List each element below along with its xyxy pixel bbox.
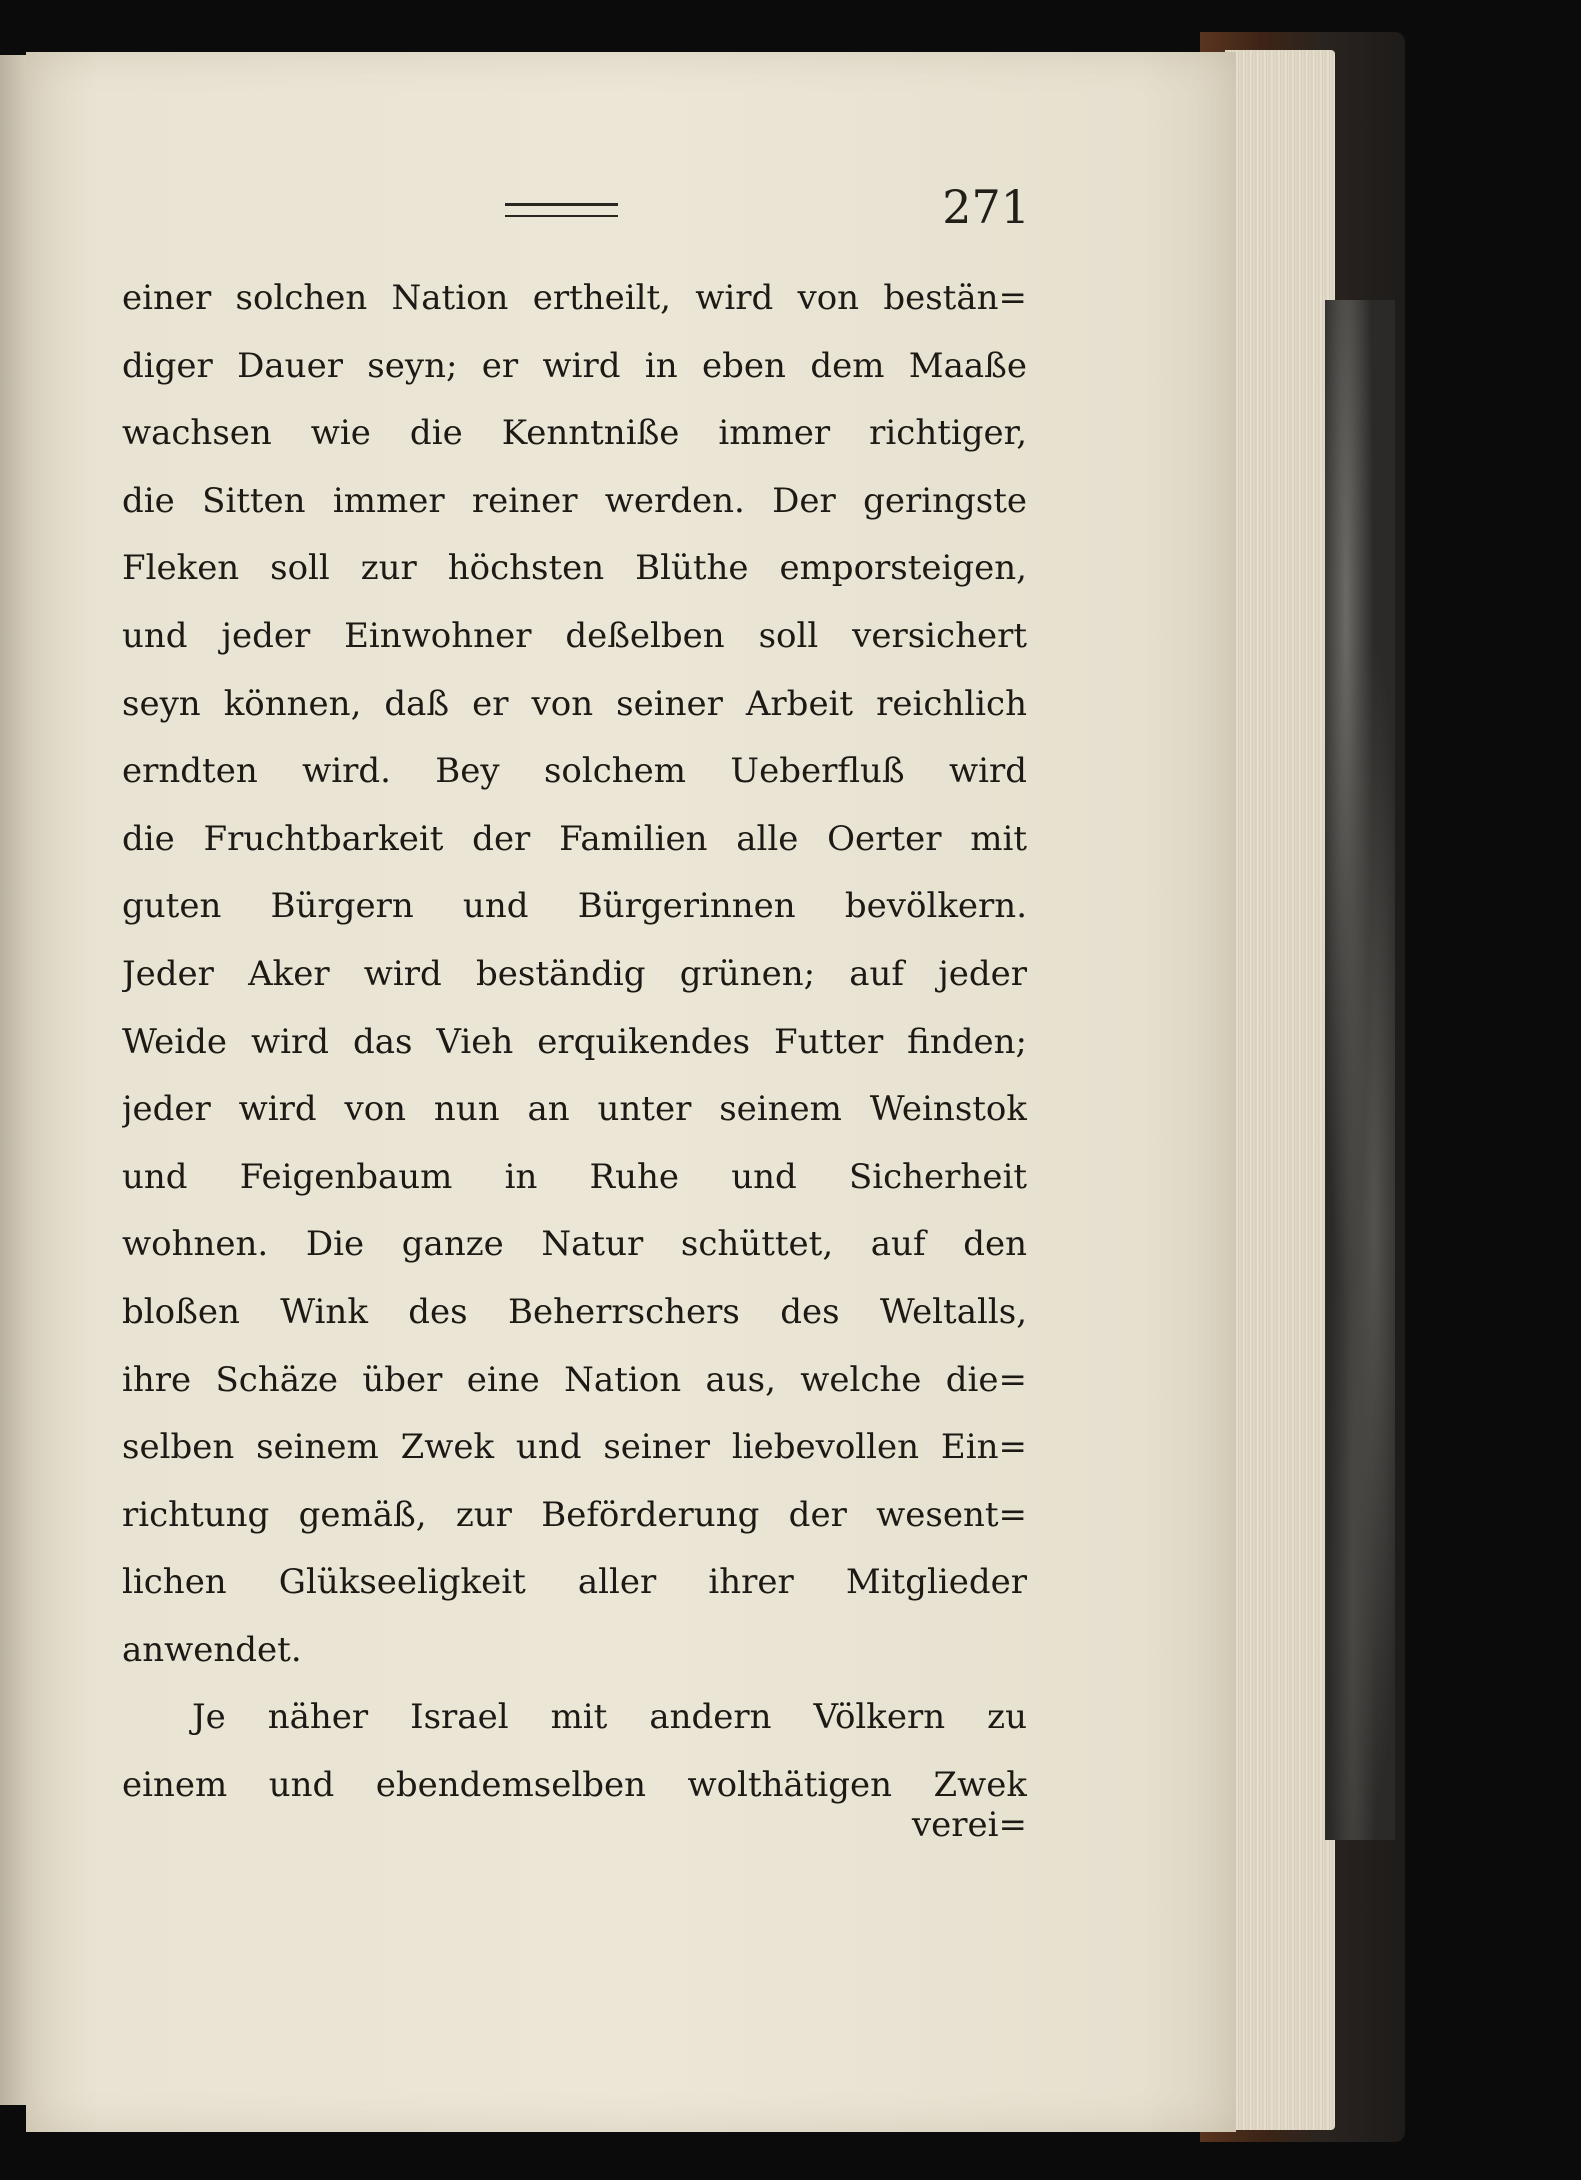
marbled-cover-edge xyxy=(1325,300,1395,1840)
text-line: wohnen. Die ganze Natur schüttet, auf den xyxy=(122,1224,1027,1265)
text-line: Jeder Aker wird beständig grünen; auf jeder xyxy=(122,953,1027,994)
text-line-paragraph-start: Je näher Israel mit andern Völkern zu xyxy=(192,1697,1027,1738)
text-line: seyn können, daß er von seiner Arbeit reichlich xyxy=(122,683,1027,724)
text-line: guten Bürgern und Bürgerinnen bevölkern. xyxy=(122,886,1027,927)
text-line: und jeder Einwohner deßelben soll versichert xyxy=(122,615,1027,656)
text-line: ihre Schäze über eine Nation aus, welche die= xyxy=(122,1359,1027,1400)
catchword: verei= xyxy=(911,1805,1027,1845)
page-edges xyxy=(1225,50,1335,2130)
text-line-paragraph-end: anwendet. xyxy=(122,1629,302,1670)
text-line: wachsen wie die Kenntniße immer richtiger, xyxy=(122,413,1027,454)
text-line: die Sitten immer reiner werden. Der geringste xyxy=(122,480,1027,521)
text-line: lichen Glükseeligkeit aller ihrer Mitglieder xyxy=(122,1562,1027,1603)
text-line: einer solchen Nation ertheilt, wird von bestän= xyxy=(122,278,1027,318)
text-line: richtung gemäß, zur Beförderung der wesent= xyxy=(122,1494,1027,1535)
text-line: erndten wird. Bey solchem Ueberfluß wird xyxy=(122,751,1027,792)
header-rule xyxy=(505,203,618,217)
text-line: einem und ebendemselben wolthätigen Zwek xyxy=(122,1765,1027,1806)
body-text xyxy=(122,265,1027,1820)
text-line: Weide wird das Vieh erquikendes Futter finden; xyxy=(122,1021,1027,1062)
text-line: und Feigenbaum in Ruhe und Sicherheit xyxy=(122,1156,1027,1197)
text-line: bloßen Wink des Beherrschers des Weltalls, xyxy=(122,1291,1027,1332)
text-line: die Fruchtbarkeit der Familien alle Oerter mit xyxy=(122,818,1027,859)
text-line: selben seinem Zwek und seiner liebevollen Ein= xyxy=(122,1427,1027,1468)
page-number: 271 xyxy=(942,180,1030,234)
text-line: jeder wird von nun an unter seinem Weinstok xyxy=(122,1089,1027,1130)
text-line: Fleken soll zur höchsten Blüthe emporsteigen, xyxy=(122,548,1027,589)
text-line: diger Dauer seyn; er wird in eben dem Maaße xyxy=(122,345,1027,386)
